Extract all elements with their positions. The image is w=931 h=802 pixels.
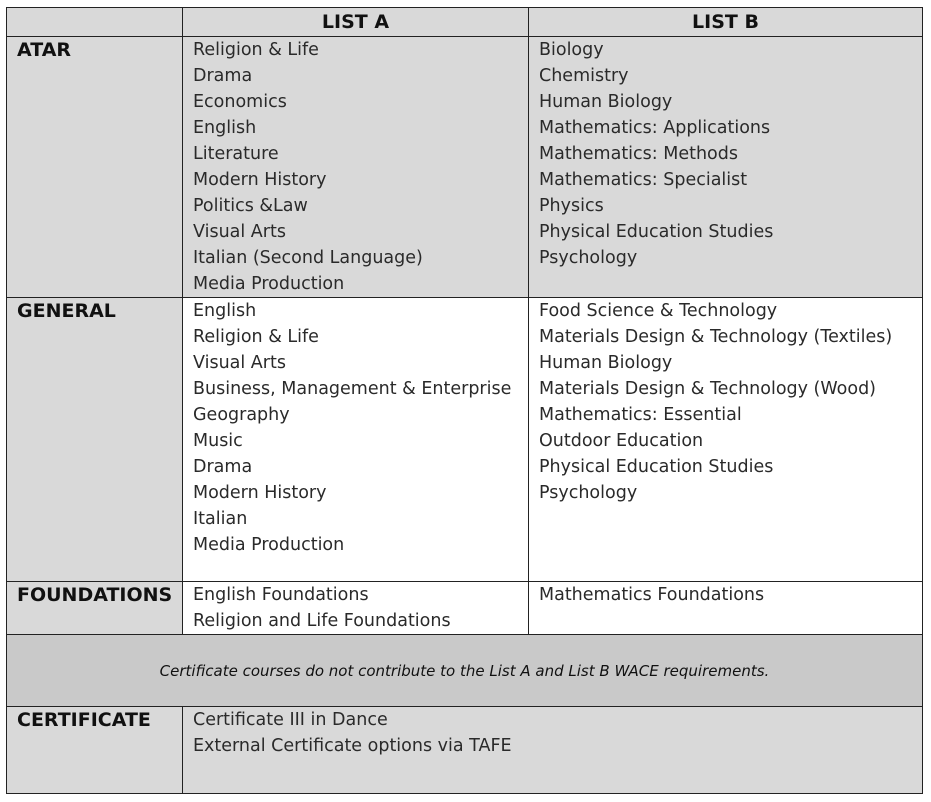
course-item: Visual Arts (193, 353, 286, 373)
foundations-row (7, 582, 923, 635)
foundations-list-b (529, 582, 923, 635)
certificate-label: CERTIFICATE (7, 707, 183, 794)
course-item: Mathematics: Specialist (539, 170, 748, 190)
header-list-a: LIST A (183, 8, 529, 37)
course-item: Modern History (193, 483, 327, 503)
course-item: Food Science & Technology (539, 301, 778, 321)
course-item: Mathematics: Applications (539, 118, 771, 138)
course-item: Geography (193, 405, 290, 425)
course-item: Certificate III in Dance (193, 710, 388, 730)
course-item: Physical Education Studies (539, 457, 774, 477)
header-list-b: LIST B (529, 8, 923, 37)
course-item: External Certificate options via TAFE (193, 736, 512, 756)
course-item: Materials Design & Technology (Textiles) (539, 327, 893, 347)
wace-course-table (6, 7, 923, 794)
course-item: Materials Design & Technology (Wood) (539, 379, 877, 399)
course-item: English (193, 118, 257, 138)
course-item: Religion & Life (193, 40, 319, 60)
course-item: Physical Education Studies (539, 222, 774, 242)
general-row (7, 298, 923, 582)
course-item: Music (193, 431, 243, 451)
certificate-list (183, 707, 923, 794)
course-item: Media Production (193, 274, 345, 294)
course-item: Drama (193, 66, 253, 86)
course-item: Religion and Life Foundations (193, 611, 451, 631)
course-item: English Foundations (193, 585, 369, 605)
course-item: Religion & Life (193, 327, 319, 347)
atar-list-a (183, 37, 529, 298)
atar-row (7, 37, 923, 298)
course-item: Politics &Law (193, 196, 308, 216)
course-item: Psychology (539, 248, 638, 268)
foundations-list-a (183, 582, 529, 635)
general-list-b (529, 298, 923, 582)
course-item: Literature (193, 144, 279, 164)
course-item: Outdoor Education (539, 431, 704, 451)
course-item: Chemistry (539, 66, 629, 86)
course-item: Physics (539, 196, 604, 216)
course-item: Mathematics Foundations (539, 585, 765, 605)
course-item: Business, Management & Enterprise (193, 379, 512, 399)
course-item: Visual Arts (193, 222, 286, 242)
course-item: Italian (193, 509, 248, 529)
course-item: Italian (Second Language) (193, 248, 423, 268)
course-item: Drama (193, 457, 253, 477)
course-item: Mathematics: Methods (539, 144, 738, 164)
certificate-note: Certificate courses do not contribute to the List A and List B WACE requirements. (7, 635, 923, 707)
foundations-label: FOUNDATIONS (7, 582, 183, 635)
course-item: Modern History (193, 170, 327, 190)
course-item: Mathematics: Essential (539, 405, 742, 425)
course-item: Psychology (539, 483, 638, 503)
note-row (7, 635, 923, 707)
course-item: Biology (539, 40, 604, 60)
certificate-row (7, 707, 923, 794)
atar-label: ATAR (7, 37, 183, 298)
general-label: GENERAL (7, 298, 183, 582)
course-item: Media Production (193, 535, 345, 555)
header-corner (7, 8, 183, 37)
general-list-a (183, 298, 529, 582)
course-item: Human Biology (539, 92, 673, 112)
course-item: Human Biology (539, 353, 673, 373)
atar-list-b (529, 37, 923, 298)
course-item: English (193, 301, 257, 321)
header-row (7, 8, 923, 37)
course-item: Economics (193, 92, 287, 112)
